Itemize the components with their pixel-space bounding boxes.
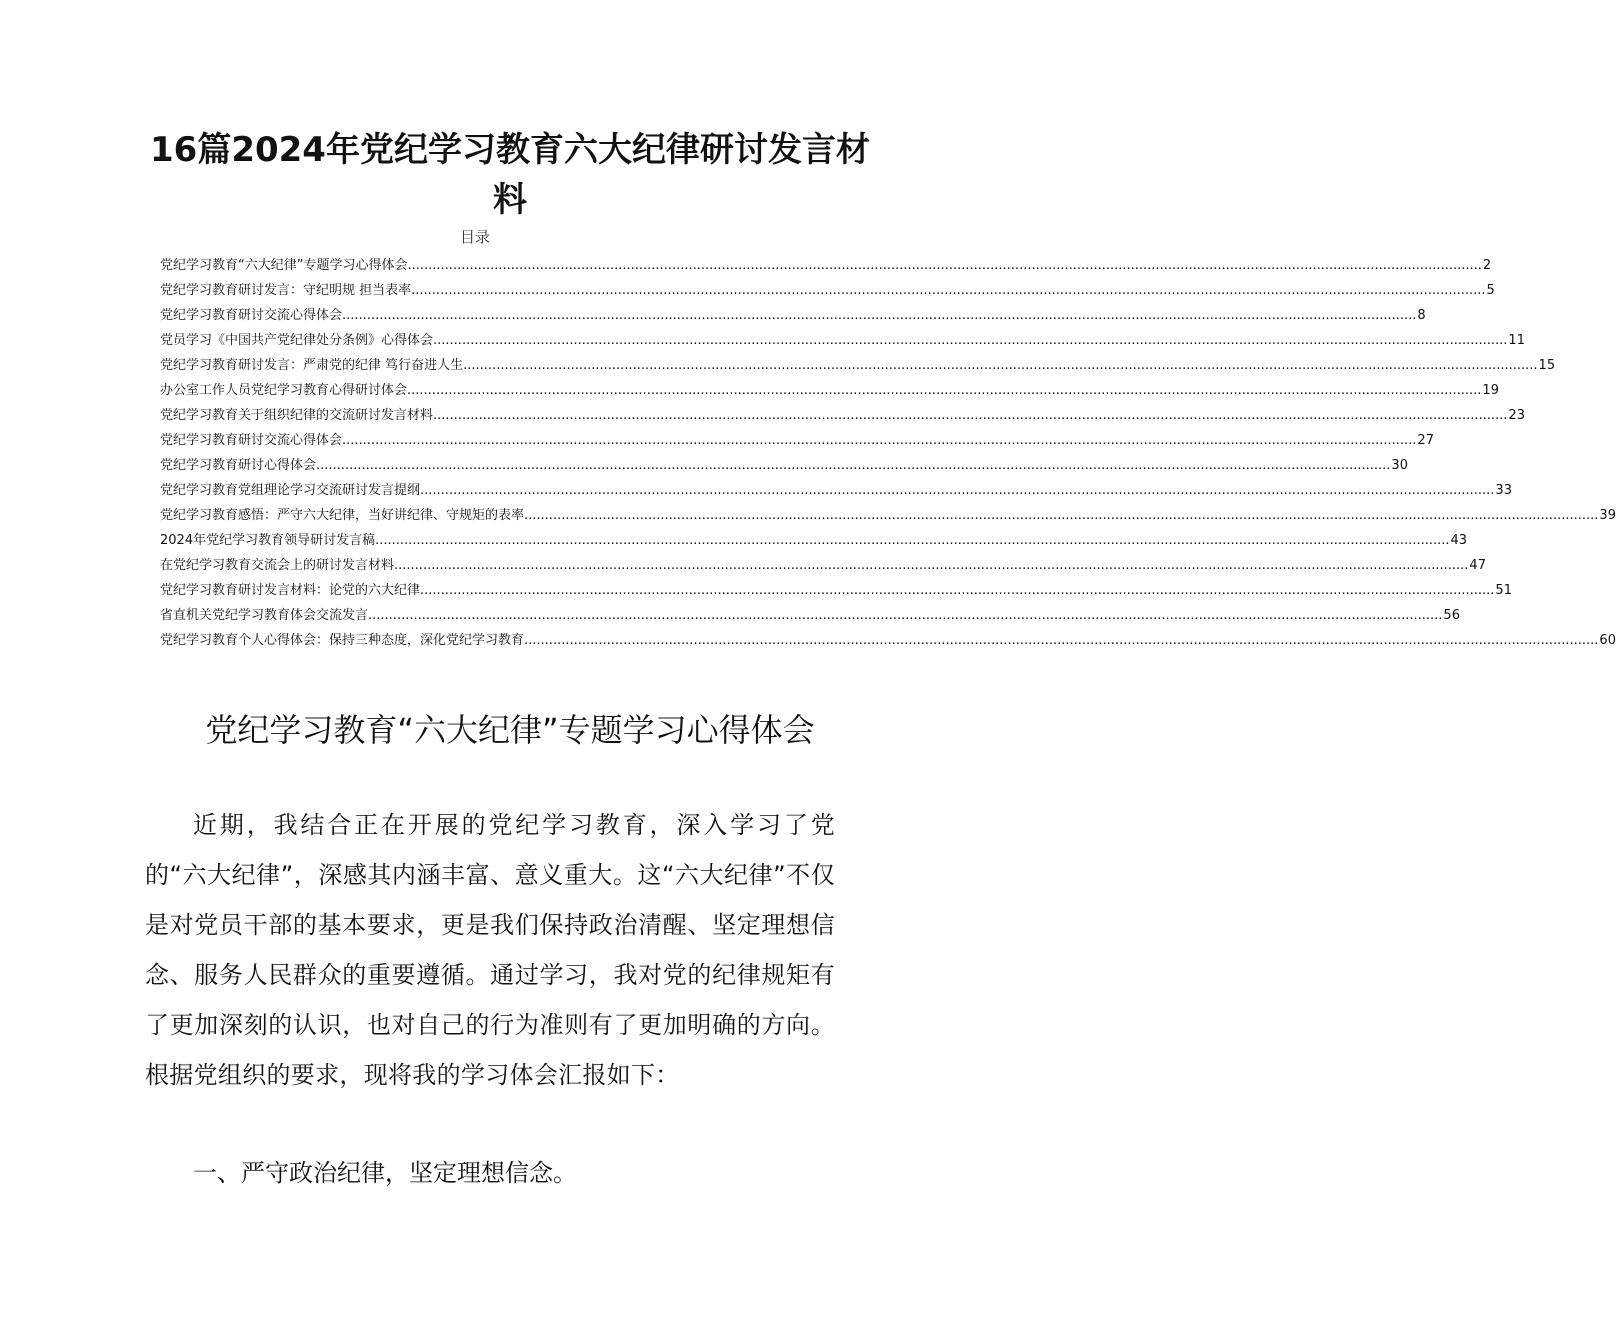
- toc-leader-dots: ....................................................................................................................................................................................................................................................................: [407, 383, 1482, 398]
- toc-leader-dots: ....................................................................................................................................................................................................................................................................: [316, 458, 1391, 473]
- toc-entry-page: 51: [1495, 583, 1512, 598]
- toc-entry-title: 办公室工作人员党纪学习教育心得研讨体会: [160, 383, 408, 398]
- toc-entry-page: 60: [1599, 633, 1616, 648]
- section-subheading: 一、严守政治纪律，坚定理想信念。: [193, 1159, 577, 1187]
- toc-entry-page: 56: [1443, 608, 1460, 623]
- toc-entry-title: 党纪学习教育研讨发言：守纪明规 担当表率: [160, 283, 412, 298]
- toc-leader-dots: ....................................................................................................................................................................................................................................................................: [411, 283, 1486, 298]
- toc-leader-dots: ....................................................................................................................................................................................................................................................................: [407, 258, 1482, 273]
- toc-entry[interactable]: [160, 451, 1408, 476]
- toc-entry-page: 30: [1391, 458, 1408, 473]
- toc-entry[interactable]: [160, 301, 1426, 326]
- toc-leader-dots: ....................................................................................................................................................................................................................................................................: [375, 533, 1450, 548]
- toc-entry-title: 党纪学习教育研讨发言材料：论党的六大纪律: [160, 583, 421, 598]
- toc-entry-title: 党纪学习教育研讨心得体会: [160, 458, 317, 473]
- toc-entry-title: 党纪学习教育关于组织纪律的交流研讨发言材料: [160, 408, 434, 423]
- toc-leader-dots: ....................................................................................................................................................................................................................................................................: [420, 583, 1495, 598]
- toc-leader-dots: ....................................................................................................................................................................................................................................................................: [420, 483, 1495, 498]
- toc-entry[interactable]: [160, 551, 1486, 576]
- toc-entry[interactable]: [160, 501, 1616, 526]
- toc-leader-dots: ....................................................................................................................................................................................................................................................................: [368, 608, 1443, 623]
- toc-entry-title: 在党纪学习教育交流会上的研讨发言材料: [160, 558, 395, 573]
- toc-leader-dots: ....................................................................................................................................................................................................................................................................: [524, 508, 1599, 523]
- toc-entry-page: 2: [1482, 258, 1492, 273]
- toc-entry-page: 43: [1450, 533, 1468, 548]
- toc-leader-dots: ....................................................................................................................................................................................................................................................................: [463, 358, 1538, 373]
- toc-entry[interactable]: [160, 401, 1525, 426]
- toc-leader-dots: ....................................................................................................................................................................................................................................................................: [342, 308, 1417, 323]
- toc-entry-page: 11: [1508, 333, 1525, 348]
- toc-heading: 目录: [459, 228, 490, 246]
- toc-entry-page: 23: [1508, 408, 1525, 423]
- toc-entry-page: 15: [1538, 358, 1556, 373]
- toc-entry-page: 33: [1495, 483, 1512, 498]
- body-paragraph: 近期，我结合正在开展的党纪学习教育，深入学习了党的“六大纪律”，深感其内涵丰富、意义重大。这“六大纪律”不仅是对党员干部的基本要求，更是我们保持政治清醒、坚定理想信念、服务人民群众的重要遵循。通过学习，我对党的纪律规矩有了更加深刻的认识，也对自己的行为准则有了更加明确的方向。根据党组织的要求，现将我的学习体会汇报如下：: [145, 811, 835, 1089]
- toc-leader-dots: ....................................................................................................................................................................................................................................................................: [433, 408, 1508, 423]
- toc-entry[interactable]: [160, 526, 1468, 551]
- toc-entry[interactable]: [160, 626, 1616, 651]
- toc-entry[interactable]: [160, 351, 1556, 376]
- toc-entry-page: 19: [1482, 383, 1499, 398]
- toc-leader-dots: ....................................................................................................................................................................................................................................................................: [342, 433, 1417, 448]
- toc-leader-dots: ....................................................................................................................................................................................................................................................................: [433, 333, 1508, 348]
- toc-entry[interactable]: [160, 576, 1512, 601]
- toc-entry[interactable]: [160, 326, 1525, 351]
- toc-entry-title: 党纪学习教育研讨发言：严肃党的纪律 笃行奋进人生: [160, 358, 464, 373]
- toc-entry[interactable]: [160, 426, 1434, 451]
- toc-entry-title: 党纪学习教育党组理论学习交流研讨发言提纲: [160, 483, 421, 498]
- toc-entry-title: 党纪学习教育研讨交流心得体会: [160, 433, 343, 448]
- toc-entry[interactable]: [160, 601, 1460, 626]
- toc-entry[interactable]: [160, 476, 1512, 501]
- toc-leader-dots: ....................................................................................................................................................................................................................................................................: [394, 558, 1469, 573]
- toc-entry-title: 省直机关党纪学习教育体会交流发言: [160, 608, 369, 623]
- toc-entry-page: 47: [1469, 558, 1486, 573]
- toc-entry-page: 39: [1599, 508, 1616, 523]
- toc-entry-page: 8: [1417, 308, 1426, 323]
- toc-entry[interactable]: [160, 376, 1499, 401]
- section-title: 党纪学习教育“六大纪律”专题学习心得体会: [205, 711, 815, 749]
- document-title: 16篇2024年党纪学习教育六大纪律研讨发言材料: [150, 130, 870, 220]
- toc-entry-page: 5: [1486, 283, 1495, 298]
- toc-entry-title: 2024年党纪学习教育领导研讨发言稿: [160, 533, 376, 548]
- toc-entry-title: 党纪学习教育“六大纪律”专题学习心得体会: [160, 258, 408, 273]
- toc-entry-title: 党纪学习教育研讨交流心得体会: [160, 308, 343, 323]
- toc-entry-page: 27: [1417, 433, 1434, 448]
- toc-entry-title: 党员学习《中国共产党纪律处分条例》心得体会: [160, 333, 434, 348]
- toc-entry[interactable]: [160, 276, 1495, 301]
- table-of-contents: [160, 251, 1616, 651]
- toc-entry[interactable]: [160, 251, 1492, 276]
- toc-entry-title: 党纪学习教育个人心得体会：保持三种态度，深化党纪学习教育: [160, 633, 525, 648]
- toc-entry-title: 党纪学习教育感悟：严守六大纪律，当好讲纪律、守规矩的表率: [160, 508, 525, 523]
- toc-leader-dots: ....................................................................................................................................................................................................................................................................: [524, 633, 1599, 648]
